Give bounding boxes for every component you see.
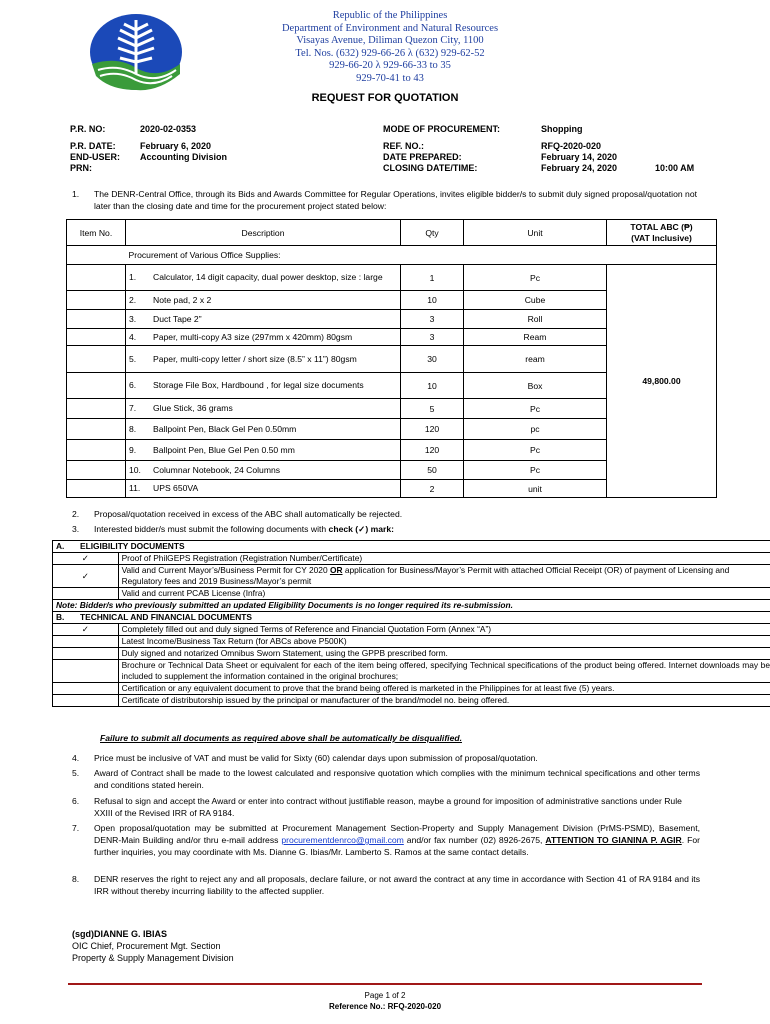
doc-omnibus: Duly signed and notarized Omnibus Sworn Statement, using the GPPB prescribed form. [118, 648, 770, 660]
item-number: 4. [129, 331, 137, 342]
attention-name: ATTENTION TO GIANINA P. AGIR [545, 835, 682, 845]
item-qty: 50 [401, 461, 464, 480]
section-b-title: TECHNICAL AND FINANCIAL DOCUMENTS [77, 612, 770, 624]
item-number: 5. [129, 353, 137, 364]
signatory-name: (sgd)DIANNE G. IBIAS [72, 929, 168, 939]
item-number: 2. [129, 294, 137, 305]
section-a-label: A. [53, 541, 78, 553]
mode-label: MODE OF PROCUREMENT: [383, 124, 500, 134]
item-description [126, 265, 401, 291]
para-3-text [94, 523, 394, 535]
para-2-text: Proposal/quotation received in excess of the ABC shall automatically be rejected. [94, 509, 403, 519]
item-number: 3. [129, 313, 137, 324]
closing-date: February 24, 2020 [541, 163, 618, 173]
item-qty: 3 [401, 310, 464, 329]
item-text: Paper, multi-copy letter / short size (8.5” x 11”) 80gsm [153, 353, 357, 364]
item-text: Ballpoint Pen, Blue Gel Pen 0.50 mm [153, 444, 295, 455]
item-qty: 10 [401, 291, 464, 310]
para-7-text-b: and/or fax number (02) 8926-2675, [403, 835, 546, 845]
header-line-tel: Tel. Nos. (632) 929-66-26 λ (632) 929-62-52 [295, 47, 485, 59]
signatory-division: Property & Supply Management Division [72, 953, 234, 963]
item-qty: 30 [401, 346, 464, 373]
doc-mayors-permit-a: Valid and Current Mayor’s/Business Permit for CY 2020 [121, 565, 330, 575]
item-qty: 1 [401, 265, 464, 291]
item-description [126, 419, 401, 440]
closing-time: 10:00 AM [655, 163, 695, 173]
signatory-position: OIC Chief, Procurement Mgt. Section [72, 941, 221, 951]
footer-page: Page 1 of 2 [364, 991, 406, 1000]
prn-label: PRN: [70, 163, 92, 173]
col-qty: Qty [401, 220, 464, 246]
item-description [126, 346, 401, 373]
section-b-label: B. [53, 612, 78, 624]
ref-value: RFQ-2020-020 [541, 141, 602, 151]
check-icon: ✓ [53, 565, 119, 588]
group-title: Procurement of Various Office Supplies: [126, 246, 717, 265]
col-unit: Unit [464, 220, 607, 246]
item-text: Ballpoint Pen, Black Gel Pen 0.50mm [153, 423, 297, 434]
end-user-value: Accounting Division [140, 152, 228, 162]
col-item-no: Item No. [67, 220, 126, 246]
item-number: 9. [129, 444, 137, 455]
header-line-tel3: 929-70-41 to 43 [356, 72, 424, 84]
items-table [66, 219, 717, 498]
item-unit: Pc [464, 440, 607, 461]
col-total-abc-line1: TOTAL ABC (₱) [630, 221, 693, 232]
eligibility-table [52, 540, 770, 707]
doc-brochure: Brochure or Technical Data Sheet or equivalent for each of the item being offered, specifying Technical specifications of the product being offered. Internet downloads may be included to supplement the information contained in the original brochures; [118, 660, 770, 683]
para-5-text: Award of Contract shall be made to the lowest calculated and responsive quotation which complies with the minimum technical specifications and other terms and conditions stated herein. [94, 768, 700, 790]
item-unit: Pc [464, 461, 607, 480]
doc-itr: Latest Income/Business Tax Return (for ABCs above P500K) [118, 636, 770, 648]
item-number: 8. [129, 423, 137, 434]
para-6-text: Refusal to sign and accept the Award or enter into contract without justifiable reason, maybe a ground for imposition of administrative sanctions under Rule XXIII of the Revised IRR of RA 9184. [94, 796, 682, 818]
doc-mayors-permit [118, 565, 770, 588]
doc-distributorship: Certificate of distributorship issued by the principal or manufacturer of the brand/model no. being offered. [118, 695, 770, 707]
item-text: Columnar Notebook, 24 Columns [153, 464, 281, 475]
item-unit: unit [464, 480, 607, 498]
header-line-tel2: 929-66-20 λ 929-66-33 to 35 [329, 60, 451, 71]
item-description [126, 461, 401, 480]
para-8-num: 8. [72, 874, 80, 884]
email-link[interactable]: procurementdenrco@gmail.com [281, 835, 404, 845]
date-prepared-label: DATE PREPARED: [383, 152, 462, 162]
para-8-text: DENR reserves the right to reject any and all proposals, declare failure, or not award the contract at any time in accordance with Section 41 of RA 9184 and its IRR without thereby incurring liability to the affected supplier. [94, 874, 700, 896]
col-total-abc-line2: (VAT Inclusive) [631, 232, 692, 243]
item-text: Glue Stick, 36 grams [153, 403, 233, 413]
item-qty: 120 [401, 440, 464, 461]
item-text: Paper, multi-copy A3 size (297mm x 420mm) 80gsm [153, 331, 353, 342]
header-line-department: Department of Environment and Natural Resources [281, 22, 499, 34]
item-number: 1. [129, 272, 137, 282]
item-unit: Ream [464, 329, 607, 346]
item-description [126, 373, 401, 399]
item-text: UPS 650VA [153, 483, 199, 493]
item-unit: pc [464, 419, 607, 440]
pr-no-label: P.R. NO: [70, 124, 106, 134]
eligibility-note: Note: Bidder/s who previously submitted an updated Eligibility Documents is no longer required its re-submission. [53, 600, 770, 612]
check-icon: ✓ [53, 553, 119, 565]
item-unit: Cube [464, 291, 607, 310]
item-number: 6. [129, 380, 137, 390]
item-qty: 120 [401, 419, 464, 440]
col-total-abc [607, 220, 717, 246]
para-3-check-mark: check (✓) mark: [328, 524, 395, 534]
item-number: 10. [129, 464, 141, 475]
agency-header [230, 10, 550, 85]
pr-no-value: 2020-02-0353 [140, 124, 197, 134]
pr-date-value: February 6, 2020 [140, 141, 212, 151]
denr-logo [88, 12, 184, 92]
para-7-num: 7. [72, 823, 80, 833]
item-text: Calculator, 14 digit capacity, dual power desktop, size : large [153, 272, 383, 282]
item-qty: 5 [401, 399, 464, 419]
item-text: Duct Tape 2” [153, 313, 202, 324]
para-5-num: 5. [72, 768, 80, 778]
para-4-text: Price must be inclusive of VAT and must be valid for Sixty (60) calendar days upon submission of proposal/quotation. [94, 753, 538, 763]
table-row [67, 265, 717, 291]
item-qty: 10 [401, 373, 464, 399]
failure-notice: Failure to submit all documents as required above shall be automatically be disqualified. [100, 733, 462, 743]
section-a-title: ELIGIBILITY DOCUMENTS [77, 541, 770, 553]
abc-total: 49,800.00 [607, 265, 717, 498]
doc-mayors-permit-or: OR [329, 565, 343, 575]
doc-philgeps: Proof of PhilGEPS Registration (Registration Number/Certificate) [118, 553, 770, 565]
item-number: 7. [129, 403, 137, 413]
item-qty: 2 [401, 480, 464, 498]
item-unit: ream [464, 346, 607, 373]
para-3-num: 3. [72, 524, 80, 534]
item-text: Storage File Box, Hardbound , for legal size documents [153, 380, 364, 390]
item-number: 11. [129, 483, 141, 493]
pr-date-label: P.R. DATE: [70, 141, 116, 151]
item-description [126, 310, 401, 329]
footer-ref: Reference No.: RFQ-2020-020 [328, 1002, 442, 1011]
header-line-address: Visayas Avenue, Diliman Quezon City, 1100 [296, 35, 484, 46]
para-4-num: 4. [72, 753, 80, 763]
doc-certification: Certification or any equivalent document to prove that the brand being offered is marketed in the Philippines for at least five (5) years. [118, 683, 770, 695]
item-qty: 3 [401, 329, 464, 346]
item-description [126, 399, 401, 419]
para-7-text-c: . For further inquiries, you may coordinate with Ms. Dianne G. Ibias/Mr. Lamberto S. Ramos at the same contact details. [94, 835, 701, 857]
item-unit: Pc [464, 265, 607, 291]
footer-rule [68, 983, 702, 985]
check-icon: ✓ [53, 624, 119, 636]
ref-label: REF. NO.: [383, 141, 425, 151]
para-1-num: 1. [72, 189, 80, 199]
doc-mayors-permit-b: application for Business/Mayor’s Permit with attached Official Receipt (OR) of payment of Licensing and Regulatory fees and 2019 Business/Mayor’s permit [121, 565, 730, 586]
doc-tor: Completely filled out and duly signed Terms of Reference and Financial Quotation Form (Annex “A”) [118, 624, 770, 636]
item-unit: Pc [464, 399, 607, 419]
page-title: REQUEST FOR QUOTATION [311, 92, 459, 104]
para-7-text [94, 822, 700, 858]
item-description [126, 480, 401, 498]
para-2-num: 2. [72, 509, 80, 519]
date-prepared-value: February 14, 2020 [541, 152, 618, 162]
doc-pcab: Valid and current PCAB License (Infra) [118, 588, 770, 600]
closing-label: CLOSING DATE/TIME: [383, 163, 478, 173]
item-description [126, 440, 401, 461]
para-3-text-a: Interested bidder/s must submit the following documents with [94, 524, 329, 534]
para-1-text: The DENR-Central Office, through its Bids and Awards Committee for Regular Operations, invites eligible bidder/s to submit duly signed proposal/quotation not later than the closing date and time for the procurement project stated below: [94, 189, 697, 211]
header-line-republic: Republic of the Philippines [332, 10, 448, 21]
col-description: Description [126, 220, 401, 246]
item-description [126, 291, 401, 310]
item-text: Note pad, 2 x 2 [153, 294, 212, 305]
item-description [126, 329, 401, 346]
item-unit: Box [464, 373, 607, 399]
para-6-num: 6. [72, 796, 80, 806]
mode-value: Shopping [541, 124, 583, 134]
end-user-label: END-USER: [70, 152, 121, 162]
item-unit: Roll [464, 310, 607, 329]
para-7-text-a: Open proposal/quotation may be submitted at Procurement Management Section-Property and Supply Management Division (PrMS-PSMD), Basement, DENR-Main Building and/or thru e-mail address [94, 823, 700, 845]
